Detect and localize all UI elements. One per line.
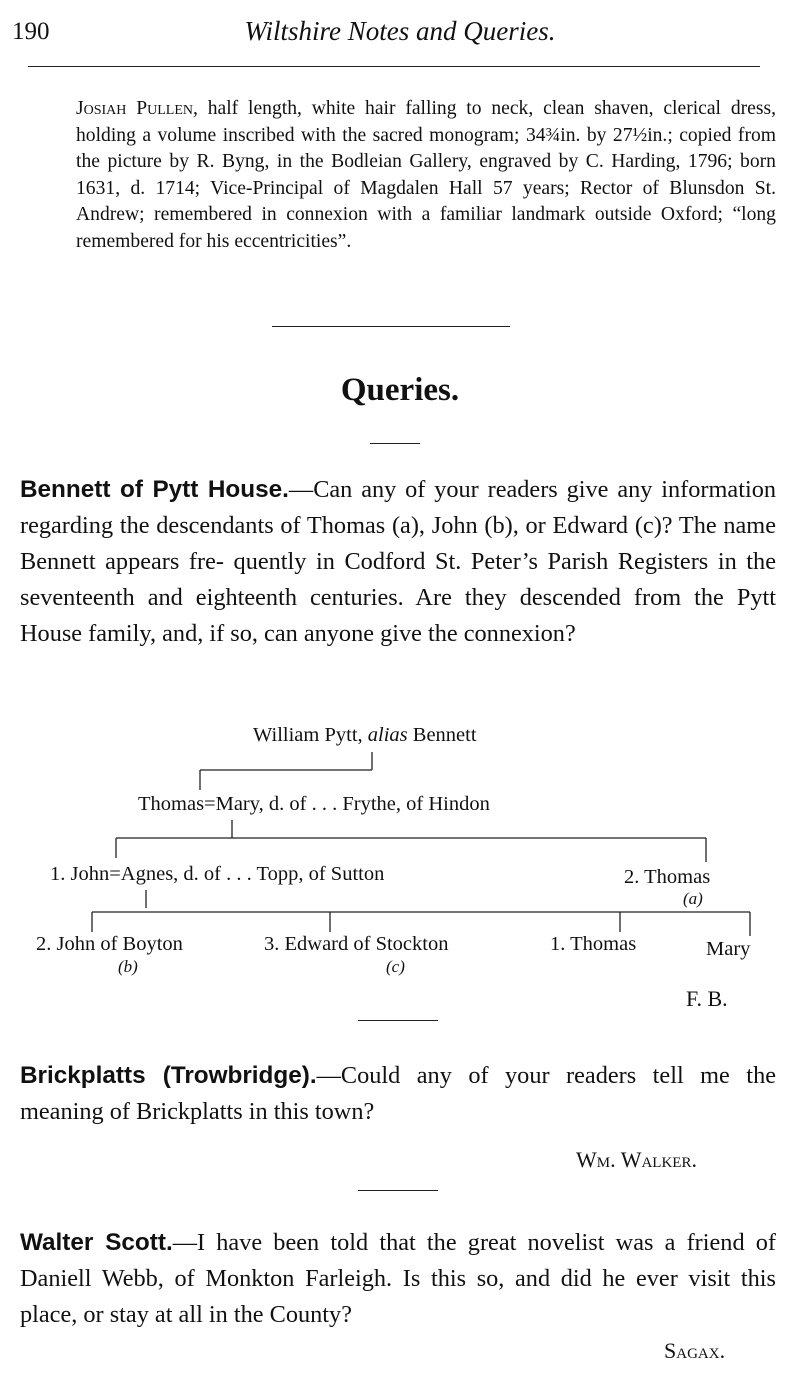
bennett-line: connexion? [463, 620, 576, 647]
bennett-line: —Can any of your readers give [288, 476, 609, 503]
scott-line: so, and did he ever visit this place, or stay at all in the [20, 1265, 777, 1328]
page-number: 190 [12, 18, 50, 45]
query-divider [358, 1190, 438, 1191]
scott-line: County? [269, 1301, 352, 1328]
tree-ref-a: (a) [683, 889, 703, 908]
bennett-line: quently in Codford St. Peter’s Parish Registers in the [233, 548, 776, 575]
bennett-signature: F. B. [686, 986, 728, 1011]
bennett-line: any information regarding the descendants of Thomas (a), [20, 476, 776, 539]
tree-ref-b: (b) [118, 957, 138, 976]
scott-query [20, 1225, 776, 1333]
section-heading: Queries. [340, 372, 460, 408]
bennett-line: John (b), or Edward (c)? The name Bennett appears fre- [20, 512, 776, 575]
tree-gen3-mary: Mary [706, 938, 751, 960]
scott-line: —I have been told that the great novelist [172, 1229, 605, 1256]
pullen-line: landmark outside Oxford; “long remembered for his eccentricities”. [76, 204, 776, 252]
tree-gen3-edward: 3. Edward of Stockton [264, 933, 449, 955]
brickplatts-signature: Wm. Walker. [576, 1147, 697, 1172]
scott-signature: Sagax. [664, 1338, 726, 1363]
bennett-line: from the Pytt House family, and, if so, can anyone give the [20, 584, 776, 647]
query-divider [358, 1020, 438, 1021]
tree-ref-c: (c) [386, 957, 405, 976]
pullen-line: clerical dress, holding a volume inscribed with the sacred monogram; [76, 98, 776, 146]
running-title: Wiltshire Notes and Queries. [244, 16, 556, 46]
tree-root [253, 724, 477, 747]
tree-root-alias: alias [367, 724, 408, 746]
tree-root-name: William Pytt, [253, 724, 363, 746]
bennett-line: seventeenth and eighteenth centuries. Are they descended [20, 584, 621, 611]
pullen-line: d. 1714; Vice-Principal of Magdalen Hall 57 years; Rector of [130, 177, 659, 199]
brickplatts-title: Brickplatts (Trowbridge). [20, 1062, 317, 1089]
tree-root-surname: Bennett [412, 724, 477, 746]
tree-gen3-john: 2. John of Boyton [36, 933, 183, 955]
tree-gen2-thomas: 2. Thomas [624, 866, 711, 888]
tree-gen3-thomas: 1. Thomas [550, 933, 637, 955]
pullen-line: half length, white hair falling to neck, clean shaven, [207, 98, 654, 119]
brickplatts-line: —Could any of your readers [316, 1062, 637, 1089]
pullen-line: 34¾in. by 27½in.; copied from the picture by R. Byng, in the [76, 124, 777, 173]
tree-gen1: Thomas=Mary, d. of . . . Frythe, of Hindon [138, 793, 490, 815]
pullen-line: Bodleian Gallery, engraved by C. Harding, 1796; born 1631, [76, 151, 776, 199]
brickplatts-query [20, 1058, 776, 1130]
pullen-line: Blunsdon St. Andrew; remembered in connexion with a familiar [76, 177, 777, 226]
pullen-name: Josiah Pullen, [76, 98, 198, 119]
bennett-title: Bennett of Pytt House. [20, 476, 289, 503]
tree-gen2-john: 1. John=Agnes, d. of . . . Topp, of Sutton [50, 863, 385, 885]
scott-title: Walter Scott. [20, 1229, 173, 1256]
brickplatts-line: tell me the meaning of Brickplatts in this town? [20, 1062, 776, 1125]
scott-line: was a friend of Daniell Webb, of Monkton Farleigh. Is this [20, 1229, 777, 1292]
